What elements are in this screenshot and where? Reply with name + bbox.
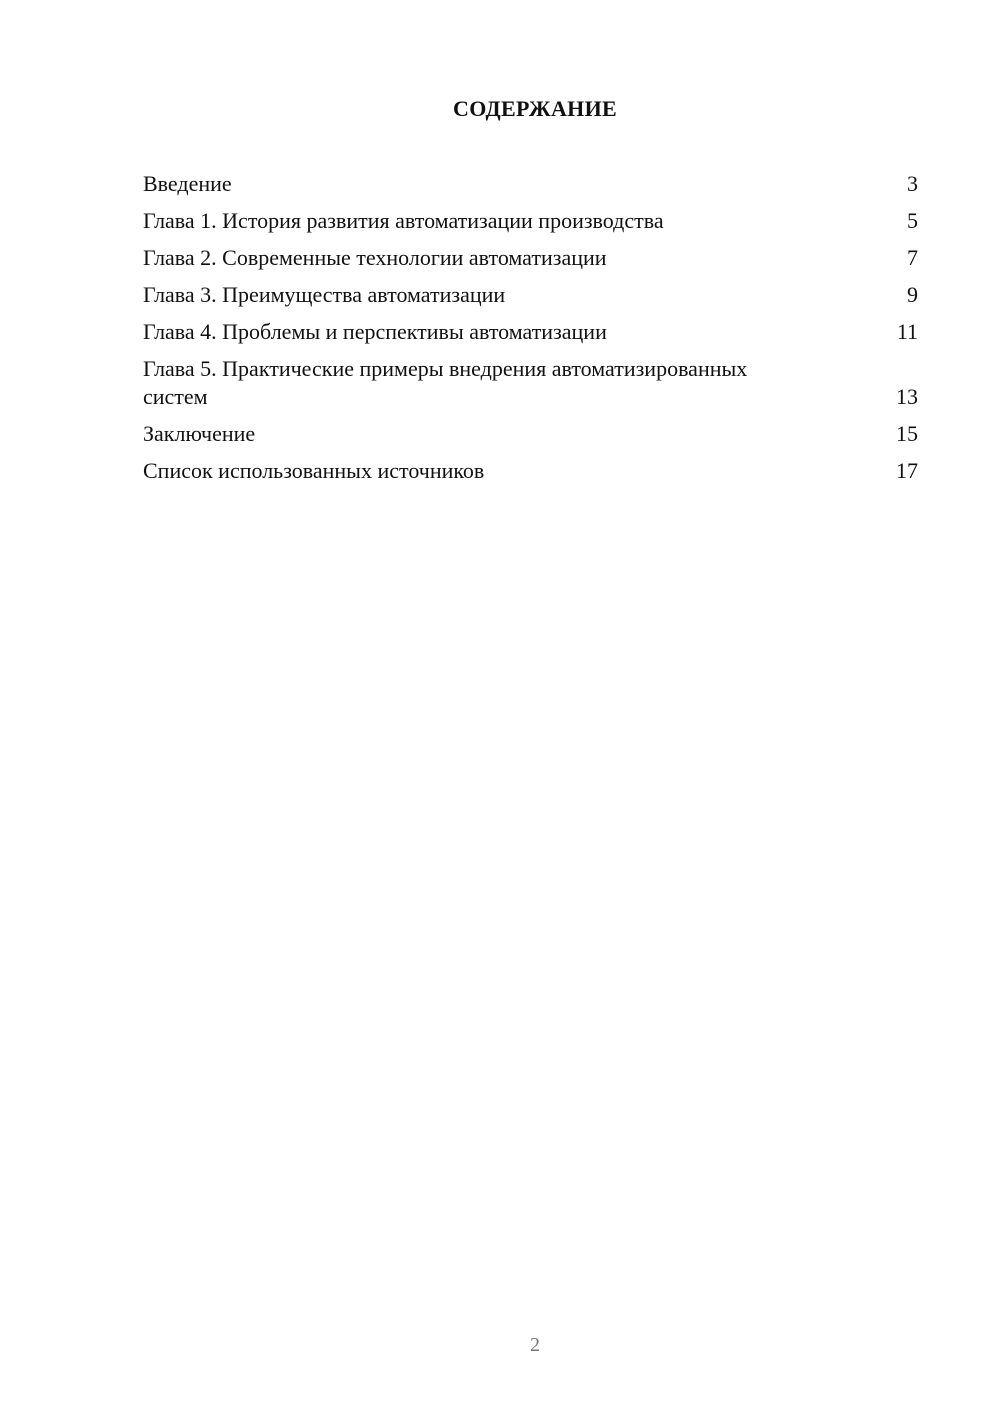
toc-entry[interactable] bbox=[143, 207, 918, 235]
toc-entry[interactable] bbox=[143, 318, 918, 346]
page-number: 2 bbox=[530, 1334, 540, 1356]
toc-entry-page: 3 bbox=[907, 171, 918, 196]
toc-entry[interactable] bbox=[143, 244, 918, 272]
toc-entry-page: 17 bbox=[896, 458, 918, 483]
toc-entry-label: Глава 5. Практические примеры внедрения автоматизированных систем bbox=[143, 356, 748, 409]
toc-entry[interactable] bbox=[143, 355, 918, 411]
toc-entry-label: Глава 3. Преимущества автоматизации bbox=[143, 282, 506, 307]
toc-entry-page: 9 bbox=[907, 282, 918, 307]
toc-entry[interactable] bbox=[143, 420, 918, 448]
toc-entry[interactable] bbox=[143, 170, 918, 198]
toc-entry-label: Заключение bbox=[143, 421, 256, 446]
toc-entry-label: Глава 1. История развития автоматизации производства bbox=[143, 208, 664, 233]
toc-entry-page: 13 bbox=[896, 384, 918, 409]
toc-entry-label: Глава 2. Современные технологии автоматизации bbox=[143, 245, 607, 270]
toc-entry-page: 15 bbox=[896, 421, 918, 446]
toc-entry[interactable] bbox=[143, 281, 918, 309]
table-of-contents bbox=[143, 170, 918, 494]
toc-entry-page: 7 bbox=[907, 245, 918, 270]
toc-entry-label: Введение bbox=[143, 171, 232, 196]
toc-entry-page: 5 bbox=[907, 208, 918, 233]
toc-entry-page: 11 bbox=[896, 319, 918, 344]
page-title: СОДЕРЖАНИЕ bbox=[453, 96, 617, 121]
toc-entry-label: Глава 4. Проблемы и перспективы автоматизации bbox=[143, 319, 607, 344]
toc-entry[interactable] bbox=[143, 457, 918, 485]
toc-entry-label: Список использованных источников bbox=[143, 458, 485, 483]
